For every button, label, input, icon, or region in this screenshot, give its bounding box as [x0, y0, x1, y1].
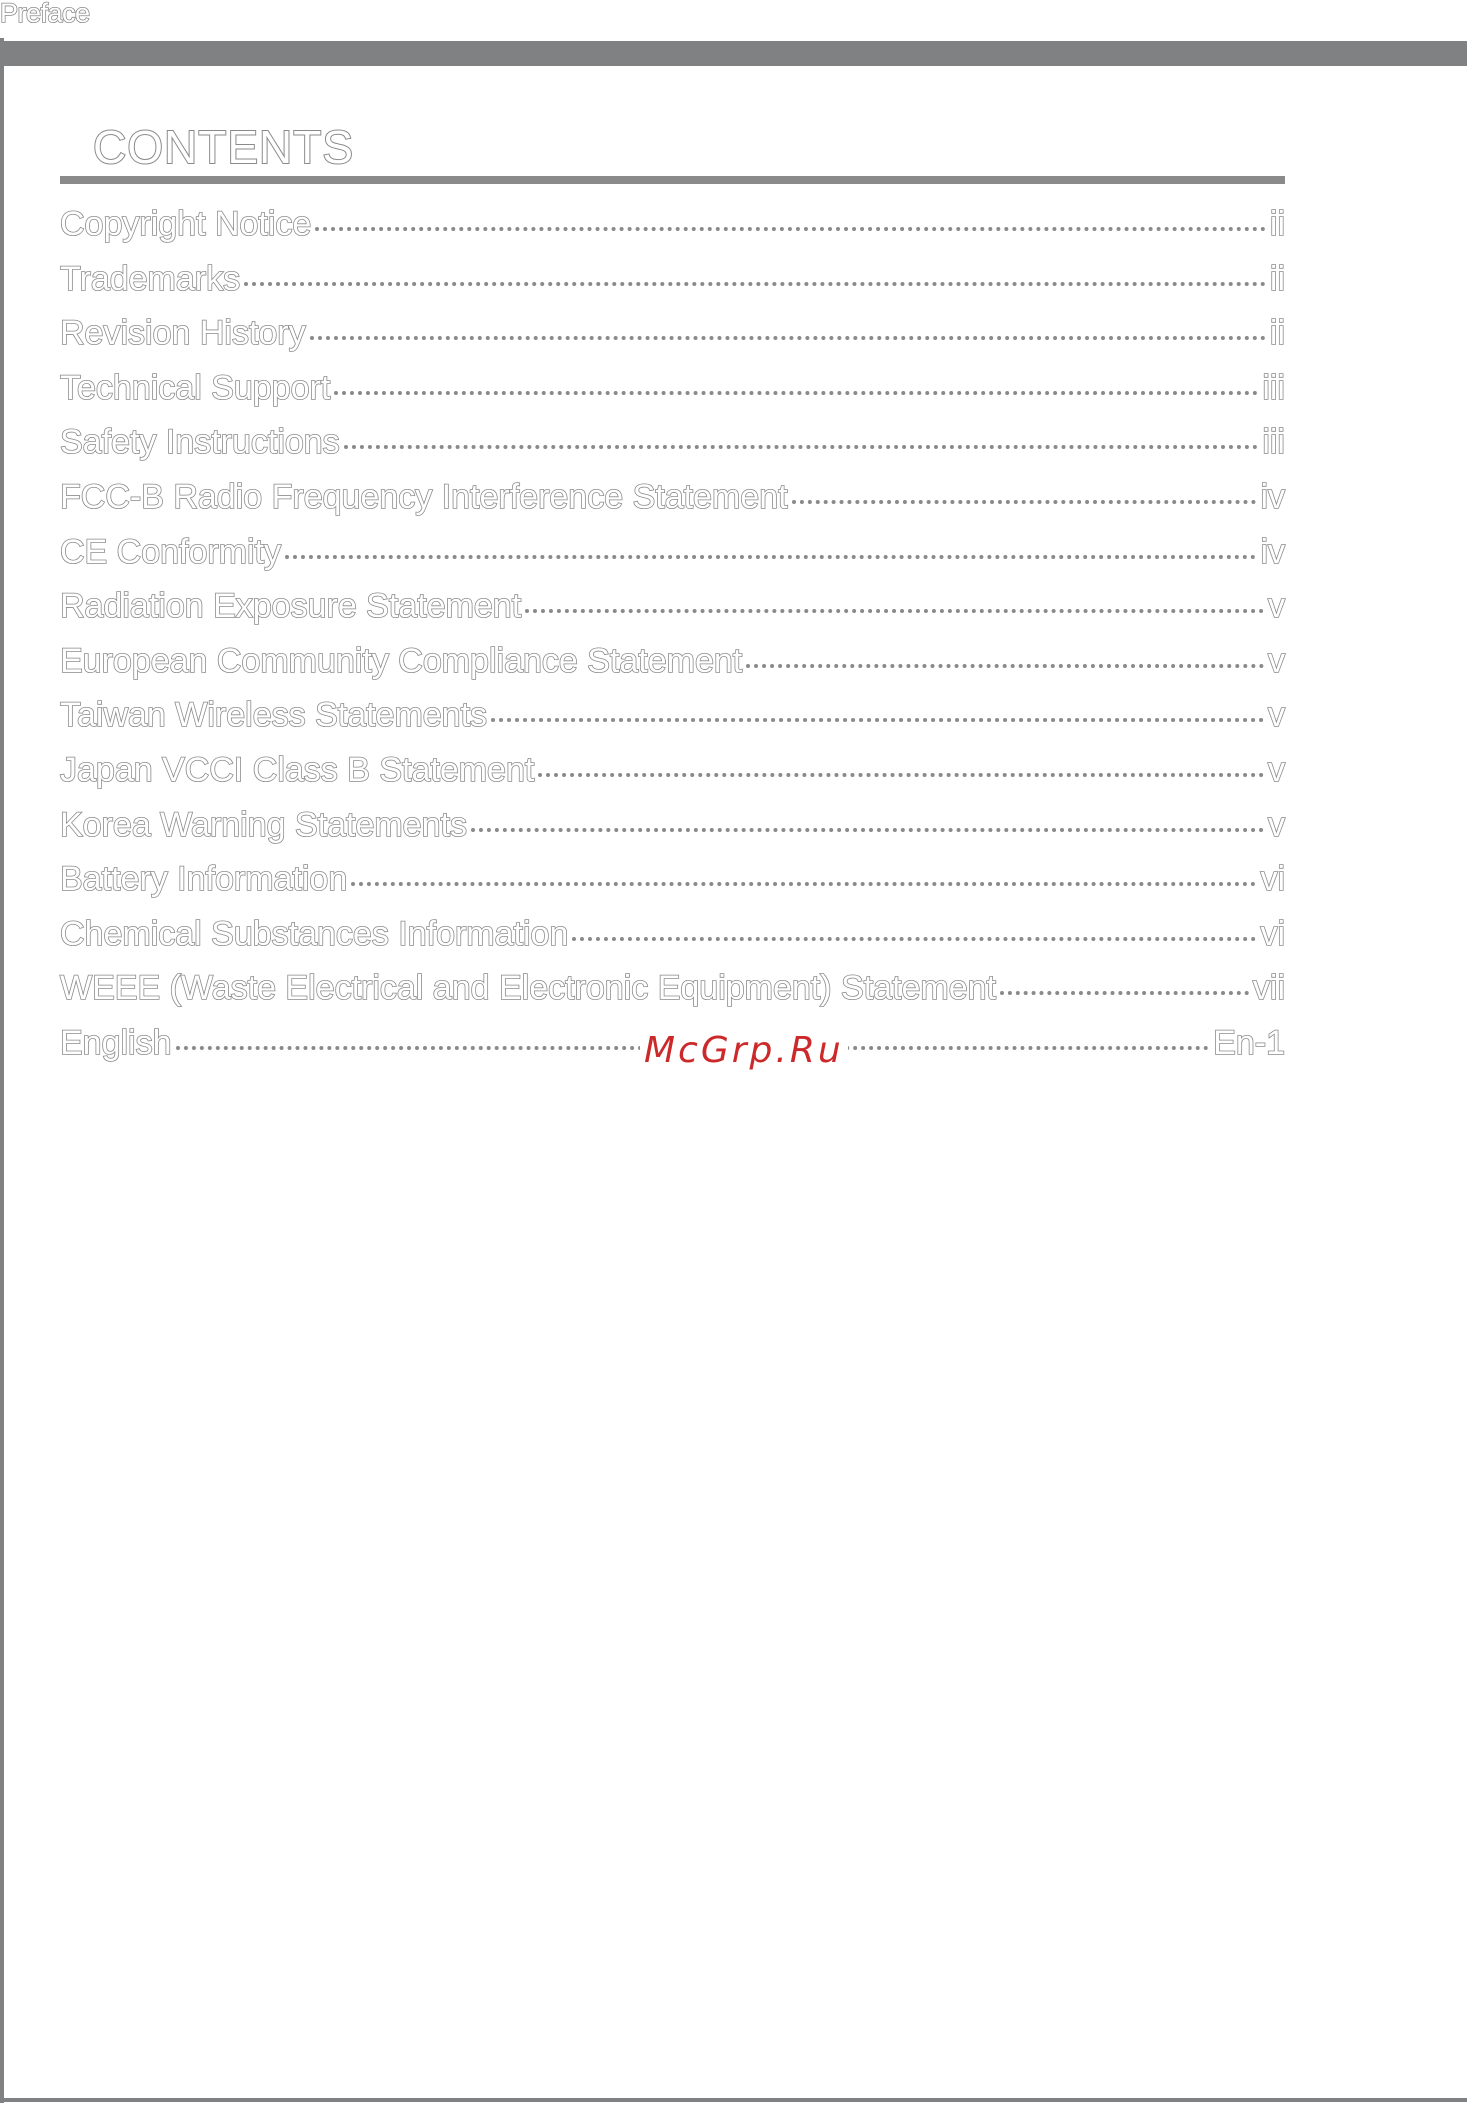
bottom-border-rule	[0, 2098, 1467, 2102]
header-bar	[4, 41, 1467, 66]
toc-dot-leader	[344, 445, 1259, 449]
watermark-text: McGrp.Ru	[640, 1030, 848, 1071]
toc-dot-leader	[285, 555, 1256, 559]
toc-entry[interactable]	[60, 915, 1285, 970]
toc-entry-page: iii	[1262, 423, 1285, 462]
table-of-contents	[60, 205, 1285, 1079]
toc-entry[interactable]	[60, 478, 1285, 533]
toc-entry-title: Safety Instructions	[60, 423, 340, 462]
toc-dot-leader	[315, 227, 1266, 231]
toc-entry[interactable]	[60, 587, 1285, 642]
toc-entry-title: Korea Warning Statements	[60, 805, 467, 844]
toc-entry-page: v	[1268, 696, 1285, 735]
toc-entry[interactable]	[60, 260, 1285, 315]
toc-dot-leader	[572, 937, 1256, 941]
toc-entry[interactable]	[60, 696, 1285, 751]
toc-entry-title: Revision History	[60, 314, 306, 353]
toc-entry[interactable]	[60, 806, 1285, 861]
toc-dot-leader	[1000, 991, 1249, 995]
section-label: Preface	[0, 0, 90, 28]
toc-entry-title: English	[60, 1023, 172, 1062]
toc-entry-page: iii	[1262, 368, 1285, 407]
toc-entry-title: European Community Compliance Statement	[60, 641, 743, 680]
toc-entry-title: Copyright Notice	[60, 205, 312, 243]
contents-heading: CONTENTS	[93, 121, 354, 173]
toc-entry-page: ii	[1269, 205, 1285, 243]
toc-entry[interactable]	[60, 642, 1285, 697]
toc-entry-page: ii	[1269, 259, 1285, 298]
toc-entry-title: Radiation Exposure Statement	[60, 587, 522, 626]
toc-entry-page: ii	[1269, 314, 1285, 353]
toc-dot-leader	[244, 282, 1266, 286]
toc-entry[interactable]	[60, 314, 1285, 369]
left-border-rule	[0, 38, 4, 2103]
toc-entry-title: Chemical Substances Information	[60, 914, 569, 953]
toc-entry-title: Trademarks	[60, 259, 241, 298]
toc-dot-leader	[351, 882, 1256, 886]
toc-entry-page: v	[1268, 805, 1285, 844]
toc-entry-title: WEEE (Waste Electrical and Electronic Equipment) Statement	[60, 969, 996, 1008]
toc-entry-page: v	[1268, 641, 1285, 680]
toc-entry-page: En-1	[1213, 1023, 1285, 1062]
toc-dot-leader	[525, 609, 1264, 613]
toc-entry[interactable]	[60, 969, 1285, 1024]
toc-dot-leader	[792, 500, 1257, 504]
toc-entry-page: vii	[1252, 969, 1285, 1008]
toc-entry[interactable]	[60, 205, 1285, 260]
toc-dot-leader	[471, 828, 1264, 832]
toc-entry-title: Battery Information	[60, 860, 348, 899]
toc-dot-leader	[310, 336, 1266, 340]
toc-entry[interactable]	[60, 860, 1285, 915]
toc-entry-page: v	[1268, 750, 1285, 789]
toc-dot-leader	[334, 391, 1258, 395]
toc-entry[interactable]	[60, 369, 1285, 424]
toc-entry-title: Technical Support	[60, 368, 331, 407]
toc-entry-title: Taiwan Wireless Statements	[60, 696, 488, 735]
toc-entry[interactable]	[60, 533, 1285, 588]
toc-entry-title: CE Conformity	[60, 532, 282, 571]
toc-entry[interactable]	[60, 751, 1285, 806]
toc-entry[interactable]	[60, 423, 1285, 478]
toc-entry-title: FCC-B Radio Frequency Interference Statement	[60, 477, 788, 516]
toc-dot-leader	[491, 718, 1264, 722]
toc-entry-page: vi	[1260, 914, 1285, 953]
toc-entry-page: iv	[1260, 532, 1285, 571]
toc-entry-page: v	[1268, 587, 1285, 626]
toc-entry-page: iv	[1260, 477, 1285, 516]
toc-dot-leader	[538, 773, 1264, 777]
toc-dot-leader	[746, 664, 1264, 668]
heading-underline	[60, 176, 1285, 184]
toc-entry-title: Japan VCCI Class B Statement	[60, 750, 535, 789]
toc-entry-page: vi	[1260, 860, 1285, 899]
